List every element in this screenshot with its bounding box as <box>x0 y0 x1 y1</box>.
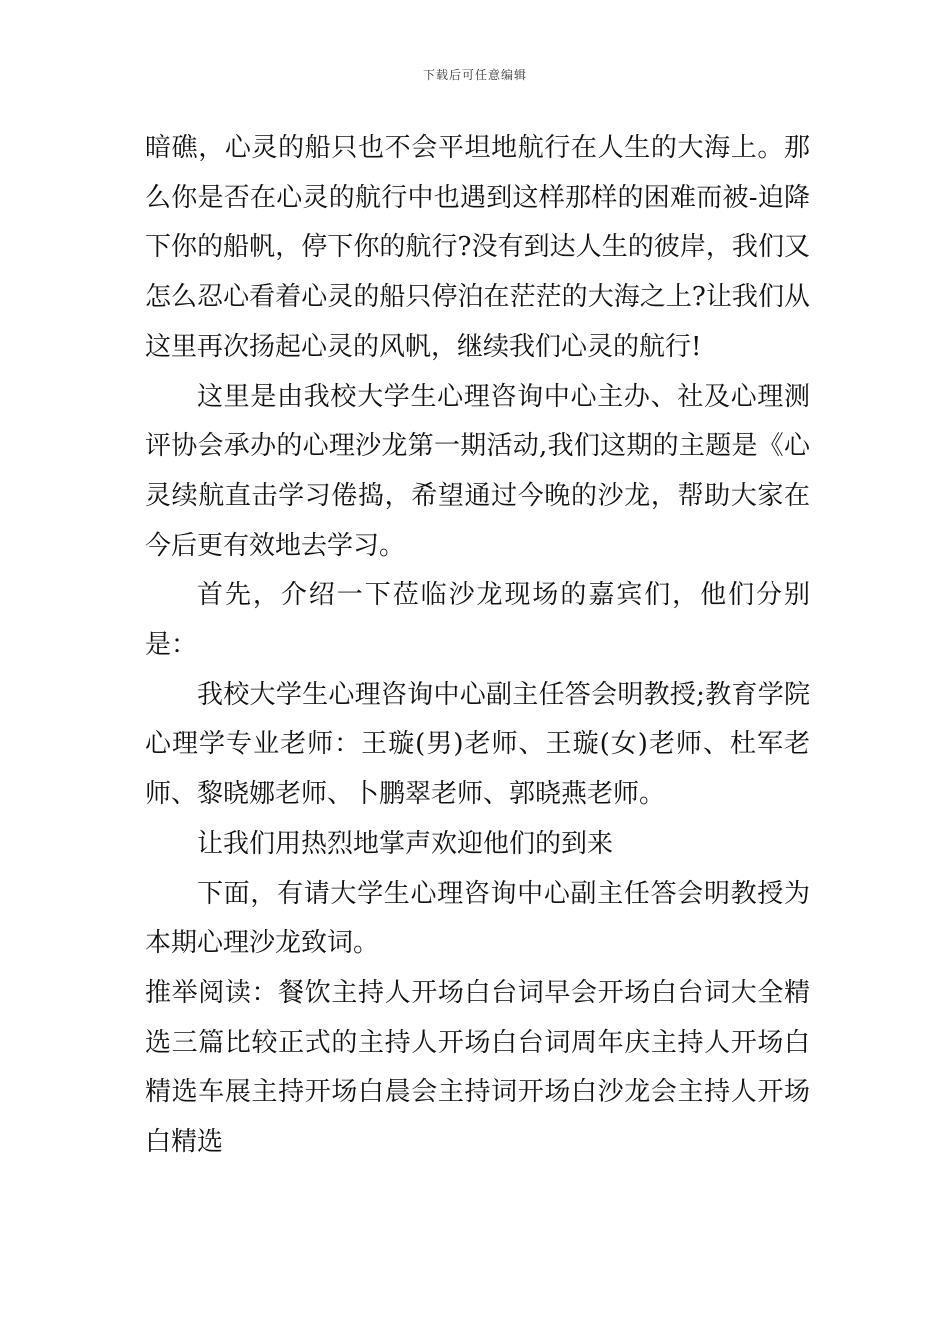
paragraph-opening: 暗礁，心灵的船只也不会平坦地航行在人生的大海上。那么你是否在心灵的航行中也遇到这样那样的困难而被-迫降下你的船帆，停下你的航行?没有到达人生的彼岸，我们又怎么忍心看着心灵的船只停泊在茫茫的大海之上?让我们从这里再次扬起心灵的风帆，继续我们心灵的航行! <box>145 133 810 362</box>
paragraph-guests-intro: 首先，介绍一下莅临沙龙现场的嘉宾们，他们分别是： <box>145 580 810 661</box>
paragraph-speech-invite: 下面，有请大学生心理咨询中心副主任答会明教授为本期心理沙龙致词。 <box>145 878 810 959</box>
paragraph-recommended-reading: 推举阅读：餐饮主持人开场白台词早会开场白台词大全精选三篇比较正式的主持人开场白台词周年庆主持人开场白精选车展主持开场白晨会主持词开场白沙龙会主持人开场白精选 <box>145 977 810 1158</box>
document-body <box>145 124 810 1168</box>
paragraph-guest-list: 我校大学生心理咨询中心副主任答会明教授;教育学院心理学专业老师：王璇(男)老师、王璇(女)老师、杜军老师、黎晓娜老师、卜鹏翠老师、郭晓燕老师。 <box>145 679 810 810</box>
paragraph-theme: 这里是由我校大学生心理咨询中心主办、社及心理测评协会承办的心理沙龙第一期活动,我们这期的主题是《心灵续航直击学习倦捣，希望通过今晚的沙龙，帮助大家在今后更有效地去学习。 <box>145 381 810 561</box>
page-header: 下载后可任意编辑 <box>422 68 527 82</box>
paragraph-applause: 让我们用热烈地掌声欢迎他们的到来 <box>197 828 614 859</box>
